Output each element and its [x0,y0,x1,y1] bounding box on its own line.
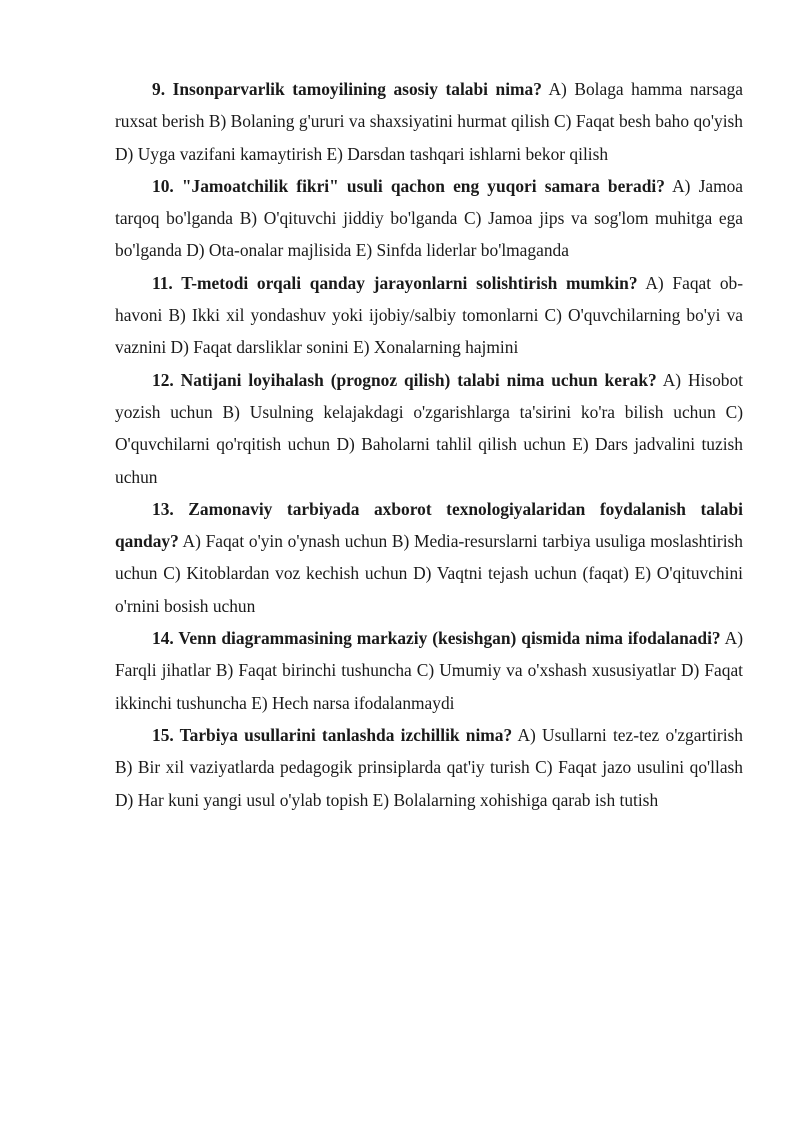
question-12 [115,364,743,493]
question-title: 12. Natijani loyihalash (prognoz qilish) talabi nima uchun kerak? [152,369,657,390]
question-10 [115,170,743,267]
question-title: 11. T-metodi orqali qanday jarayonlarni solishtirish mumkin? [152,272,638,293]
question-options: A) Bolaga hamma narsaga ruxsat berish B) Bolaning g'ururi va shaxsiyatini hurmat qilish C) Faqat besh baho qo'yish D) Uyga vazifani kamaytirish E) Darsdan tashqari ishlarni bekor qilish [115,79,743,164]
question-title: 15. Tarbiya usullarini tanlashda izchillik nima? [152,724,513,745]
question-11 [115,267,743,364]
question-options: A) Farqli jihatlar B) Faqat birinchi tushuncha C) Umumiy va o'xshash xususiyatlar D) Faqat ikkinchi tushuncha E) Hech narsa ifodalanmaydi [115,628,744,713]
question-options: A) Jamoa tarqoq bo'lganda B) O'qituvchi jiddiy bo'lganda C) Jamoa jips va sog'lom muhitga ega bo'lganda D) Ota-onalar majlisida E) Sinfda liderlar bo'lmaganda [115,175,744,261]
question-options: A) Usullarni tez-tez o'zgartirish B) Bir xil vaziyatlarda pedagogik prinsiplarda qat'iy turish C) Faqat jazo usulini qo'llash D) Har kuni yangi usul o'ylab topish E) Bolalarning xohishiga qarab ish tutish [115,724,743,810]
question-options: A) Hisobot yozish uchun B) Usulning kelajakdagi o'zgarishlarga ta'sirini ko'ra bilish uchun C) O'quvchilarni qo'rqitish uchun D) Baholarni tahlil qilish uchun E) Dars jadvalini tuzish uchun [115,369,744,487]
question-list [115,73,743,816]
question-15 [115,719,743,816]
question-options: A) Faqat o'yin o'ynash uchun B) Media-resurslarni tarbiya usuliga moslashtirish uchun C) Kitoblardan voz kechish uchun D) Vaqtni tejash uchun (faqat) E) O'qituvchini o'rnini bosish uchun [115,531,743,616]
question-options: A) Faqat ob-havoni B) Ikki xil yondashuv yoki ijobiy/salbiy tomonlarni C) O'quvchilarning bo'yi va vaznini D) Faqat darsliklar sonini E) Xonalarning hajmini [115,272,743,358]
question-title: 10. "Jamoatchilik fikri" usuli qachon eng yuqori samara beradi? [152,175,665,196]
question-9 [115,73,743,170]
question-title: 13. Zamonaviy tarbiyada axborot texnologiyalaridan foydalanish talabi qanday? [115,498,743,552]
question-14 [115,622,743,719]
question-title: 14. Venn diagrammasining markaziy (kesishgan) qismida nima ifodalanadi? [152,628,721,649]
question-title: 9. Insonparvarlik tamoyilining asosiy talabi nima? [152,79,542,99]
question-13 [115,493,743,622]
